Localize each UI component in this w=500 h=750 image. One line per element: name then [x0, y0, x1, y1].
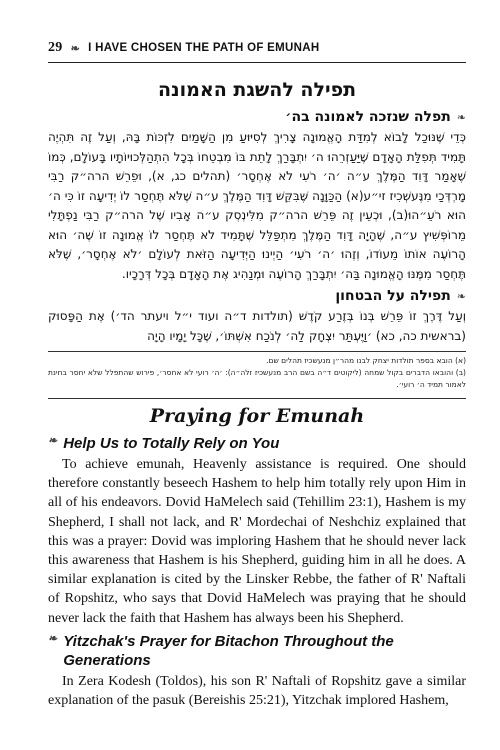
footnotes [48, 355, 466, 391]
footnote-divider [48, 351, 466, 352]
hebrew-section1-heading [48, 109, 466, 125]
running-head [48, 40, 466, 63]
footnote: (ב) והובאו הדברים בקול שמחה (ליקוטים ד״ה בשם הרב מנעשכיז זלה״ה): ׳ה׳ רועי לא אחסר׳, פירוש שהתפלל שלא יחסר בחינת לאמור תמיד ה׳ רועי׳. [48, 368, 466, 389]
hebrew-section2-body: וְעַל דֶּרֶךְ זוֹ פֵּרֵשׁ בְּנוֹ בְּזֶרַע קֹדֶשׁ (תולדות ד״ה ועוד י״ל ויעתר הד׳) אֶת הַפָּסוּק (בראשית כה, כא) ׳וַיֶּעְתַּר יִצְחָק לַה׳ לְנֹכַח אִשְׁתּוֹ׳, שֶׁכָּל יָמָיו הָיָה [48, 309, 466, 343]
section-divider [48, 398, 466, 399]
leaf-ornament-icon: ❧ [70, 42, 81, 55]
english-section1-heading-text: Help Us to Totally Rely on You [63, 435, 280, 452]
hebrew-title: תפילה להשגת האמונה [157, 79, 357, 101]
running-title: I HAVE CHOSEN THE PATH OF EMUNAH [88, 42, 320, 54]
page [48, 40, 466, 714]
leaf-ornament-icon: ❧ [48, 632, 58, 645]
footnote: (א) הובא בספר תולדות יצחק לבנו מהר״ן מנעשכיז תהלים שם. [266, 356, 466, 365]
page-number: 29 [48, 40, 63, 55]
leaf-ornament-icon: ❧ [456, 110, 466, 124]
hebrew-section2-heading [48, 288, 466, 304]
english-section1-body: To achieve emunah, Heavenly assistance is required. One should therefore constantly beseech Hashem to help him totally rely upon Him in all of his endeavors. Dovid HaMelech said (Tehillim 23:1), Hashem is my Shepherd, I shall not lack, and R' Mordechai of Neshchiz explained that this was a prayer: Dovid was imploring Hashem that he should never lack this awareness that Hashem is his Shepherd, guiding him in all he does. A similar explanation is cited by the Linsker Rebbe, the father of R' Naftali of Ropshitz, who says that Dovid HaMelech was praying that he should never lack the faith that Hashem has always been his Shepherd. [48, 457, 466, 626]
english-section2-body: In Zera Kodesh (Toldos), his son R' Naftali of Ropshitz gave a similar explanation of the pasuk (Bereishis 25:21), Yitzchak implored Hashem, [48, 673, 466, 709]
leaf-ornament-icon: ❧ [48, 435, 58, 447]
english-section2-heading [48, 632, 466, 670]
hebrew-section2-heading-text: תפילה על הבטחון [335, 288, 451, 304]
leaf-ornament-icon: ❧ [456, 289, 466, 303]
hebrew-section1-heading-text: תפלה שנזכה לאמונה בה׳ [285, 109, 451, 125]
hebrew-section1-body: כְּדֵי שֶׁנּוּכַל לָבוֹא לְמִדַּת הָאֱמוּנָה צָרִיךְ לְסִיּוּעַ מִן הַשָּׁמַיִם לִזְכּוֹת בָּהּ, וְעַל זֶה תִּהְיֶה תָּמִיד תְּפִלַּת הָאָדָם שֶׁיַּעַזְרֵהוּ ה׳ יִתְבָּרַךְ לָתֵת בּוֹ מִבְטֵחוֹ בְּכָל הִתְהַלְּכוּיוֹתָיו בָּעוֹלָם, כְּמוֹ שֶׁאָמַר דָּוִד הַמֶּלֶךְ ע״ה ׳ה׳ רֹעִי לֹא אֶחְסָר׳ (תהלים כג, א), וּפֵרֵשׁ הרה״ק רַבִּי מָרְדְּכַי מִנֶּעשְׁכִיז זי״ע(א) הַכַּוָּנָה שֶׁבִּקֵּשׁ דָּוִד הַמֶּלֶךְ ע״ה שֶׁלֹּא תֶּחְסַר לוֹ יְדִיעָה זוֹ כִּי ה׳ הוּא רֹעֵ״הוּ(ב), וּכְעֵין זֶה פֵּרֵשׁ הרה״ק מִלִּינְסְק ע״ה אָבִיו שֶׁל הרה״ק רַבִּי נַפְתָּלִי מֵרוֹפְּשִׁיץ ע״ה, שֶׁהָיָה דָּוִד הַמֶּלֶךְ מִתְפַּלֵּל שֶׁתָּמִיד לֹא תֶּחְסַר לוֹ אֱמוּנָה זוֹ שֶׁה׳ הוּא הָרוֹעֶה אוֹתוֹ מֵעוֹדוֹ, וְזֶהוּ ׳ה׳ רֹעִי׳ הַיְינוּ הַיְּדִיעָה הַזֹּאת לְעוֹלָם ׳לֹא אֶחְסָר׳, שֶׁלֹּא תֶּחְסַר מִמֶּנּוּ הָאֱמוּנָה בַּה׳ יִתְבָּרַךְ הָרוֹעֶה וּמְנַהִיג אֶת הָאָדָם בְּכָל דְּרָכָיו. [48, 130, 466, 281]
english-title: Praying for Emunah [149, 405, 365, 427]
english-section1-heading [48, 434, 466, 453]
english-section2-heading-text: Yitzchak's Prayer for Bitachon Throughout the Generations [63, 632, 394, 669]
